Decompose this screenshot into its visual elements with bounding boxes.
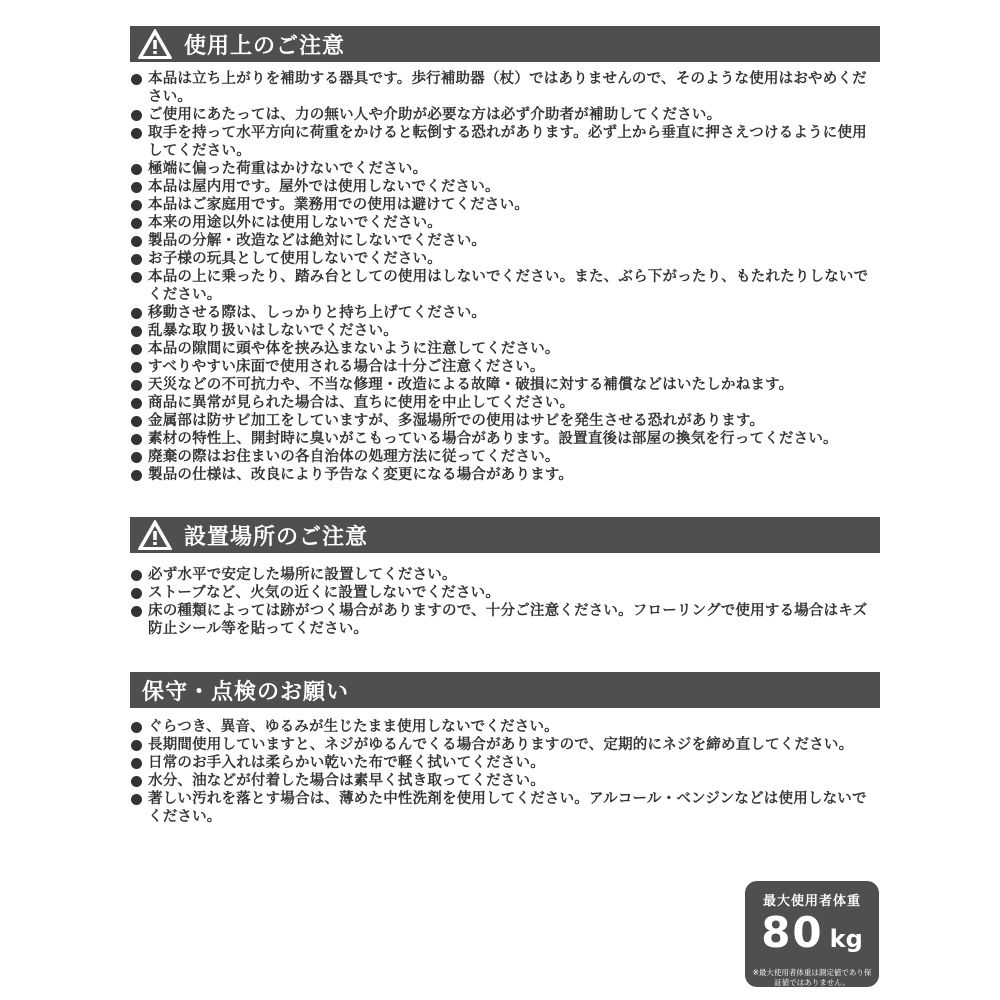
section-header bbox=[130, 672, 880, 708]
list-item: 極端に偏った荷重はかけないでください。 bbox=[130, 160, 880, 178]
list-item: 廃棄の際はお住まいの各自治体の処理方法に従ってください。 bbox=[130, 448, 880, 466]
list-item: ストーブなど、火気の近くに設置しないでください。 bbox=[130, 584, 880, 602]
section-title: 設置場所のご注意 bbox=[184, 524, 369, 550]
section-usage-precautions bbox=[130, 26, 880, 484]
list-item: 水分、油などが付着した場合は素早く拭き取ってください。 bbox=[130, 772, 880, 790]
badge-label: 最大使用者体重 bbox=[762, 894, 861, 909]
list-item: 本品は立ち上がりを補助する器具です。歩行補助器（杖）ではありませんので、そのような使用はおやめください。 bbox=[130, 70, 880, 106]
max-user-weight-badge bbox=[745, 881, 879, 987]
list-item: 天災などの不可抗力や、不当な修理・改造による故障・破損に対する補償などはいたしかねます。 bbox=[130, 376, 880, 394]
list-item: 本品は屋内用です。屋外では使用しないでください。 bbox=[130, 178, 880, 196]
list-item: 床の種類によっては跡がつく場合がありますので、十分ご注意ください。フローリングで使用する場合はキズ防止シール等を貼ってください。 bbox=[130, 602, 880, 638]
section-installation-precautions bbox=[130, 517, 880, 638]
list-item: 製品の仕様は、改良により予告なく変更になる場合があります。 bbox=[130, 466, 880, 484]
list-item: 本来の用途以外には使用しないでください。 bbox=[130, 214, 880, 232]
list-item: 素材の特性上、開封時に臭いがこもっている場合があります。設置直後は部屋の換気を行ってください。 bbox=[130, 430, 880, 448]
list-item: 商品に異常が見られた場合は、直ちに使用を中止してください。 bbox=[130, 394, 880, 412]
maintenance-list bbox=[130, 718, 880, 826]
list-item: 本品はご家庭用です。業務用での使用は避けてください。 bbox=[130, 196, 880, 214]
badge-value-row bbox=[745, 908, 879, 964]
section-title: 保守・点検のお願い bbox=[142, 679, 350, 705]
list-item: 本品の隙間に頭や体を挟み込まないように注意してください。 bbox=[130, 340, 880, 358]
list-item: 必ず水平で安定した場所に設置してください。 bbox=[130, 566, 880, 584]
section-title: 使用上のご注意 bbox=[184, 33, 346, 59]
list-item: ぐらつき、異音、ゆるみが生じたまま使用しないでください。 bbox=[130, 718, 880, 736]
section-header bbox=[130, 26, 880, 62]
badge-value: 80 bbox=[761, 908, 824, 957]
list-item: 移動させる際は、しっかりと持ち上げてください。 bbox=[130, 304, 880, 322]
section-header bbox=[130, 517, 880, 553]
warning-triangle-icon bbox=[136, 28, 174, 60]
list-item: 製品の分解・改造などは絶対にしないでください。 bbox=[130, 232, 880, 250]
section-maintenance-request bbox=[130, 672, 880, 826]
list-item: ご使用にあたっては、力の無い人や介助が必要な方は必ず介助者が補助してください。 bbox=[130, 106, 880, 124]
list-item: 取手を持って水平方向に荷重をかけると転倒する恐れがあります。必ず上から垂直に押さえつけるように使用してください。 bbox=[130, 124, 880, 160]
badge-note: ※最大使用者体重は測定値であり保証値ではありません。 bbox=[752, 968, 872, 987]
warning-triangle-icon bbox=[136, 519, 174, 551]
list-item: 日常のお手入れは柔らかい乾いた布で軽く拭いてください。 bbox=[130, 754, 880, 772]
list-item: すべりやすい床面で使用される場合は十分ご注意ください。 bbox=[130, 358, 880, 376]
list-item: 本品の上に乗ったり、踏み台としての使用はしないでください。また、ぶら下がったり、もたれたりしないでください。 bbox=[130, 268, 880, 304]
badge-unit: kg bbox=[829, 925, 863, 953]
list-item: 長期間使用していますと、ネジがゆるんでくる場合がありますので、定期的にネジを締め直してください。 bbox=[130, 736, 880, 754]
list-item: お子様の玩具として使用しないでください。 bbox=[130, 250, 880, 268]
list-item: 著しい汚れを落とす場合は、薄めた中性洗剤を使用してください。アルコール・ベンジンなどは使用しないでください。 bbox=[130, 790, 880, 826]
precaution-list bbox=[130, 70, 880, 484]
installation-list bbox=[130, 566, 880, 638]
list-item: 乱暴な取り扱いはしないでください。 bbox=[130, 322, 880, 340]
list-item: 金属部は防サビ加工をしていますが、多湿場所での使用はサビを発生させる恐れがあります。 bbox=[130, 412, 880, 430]
